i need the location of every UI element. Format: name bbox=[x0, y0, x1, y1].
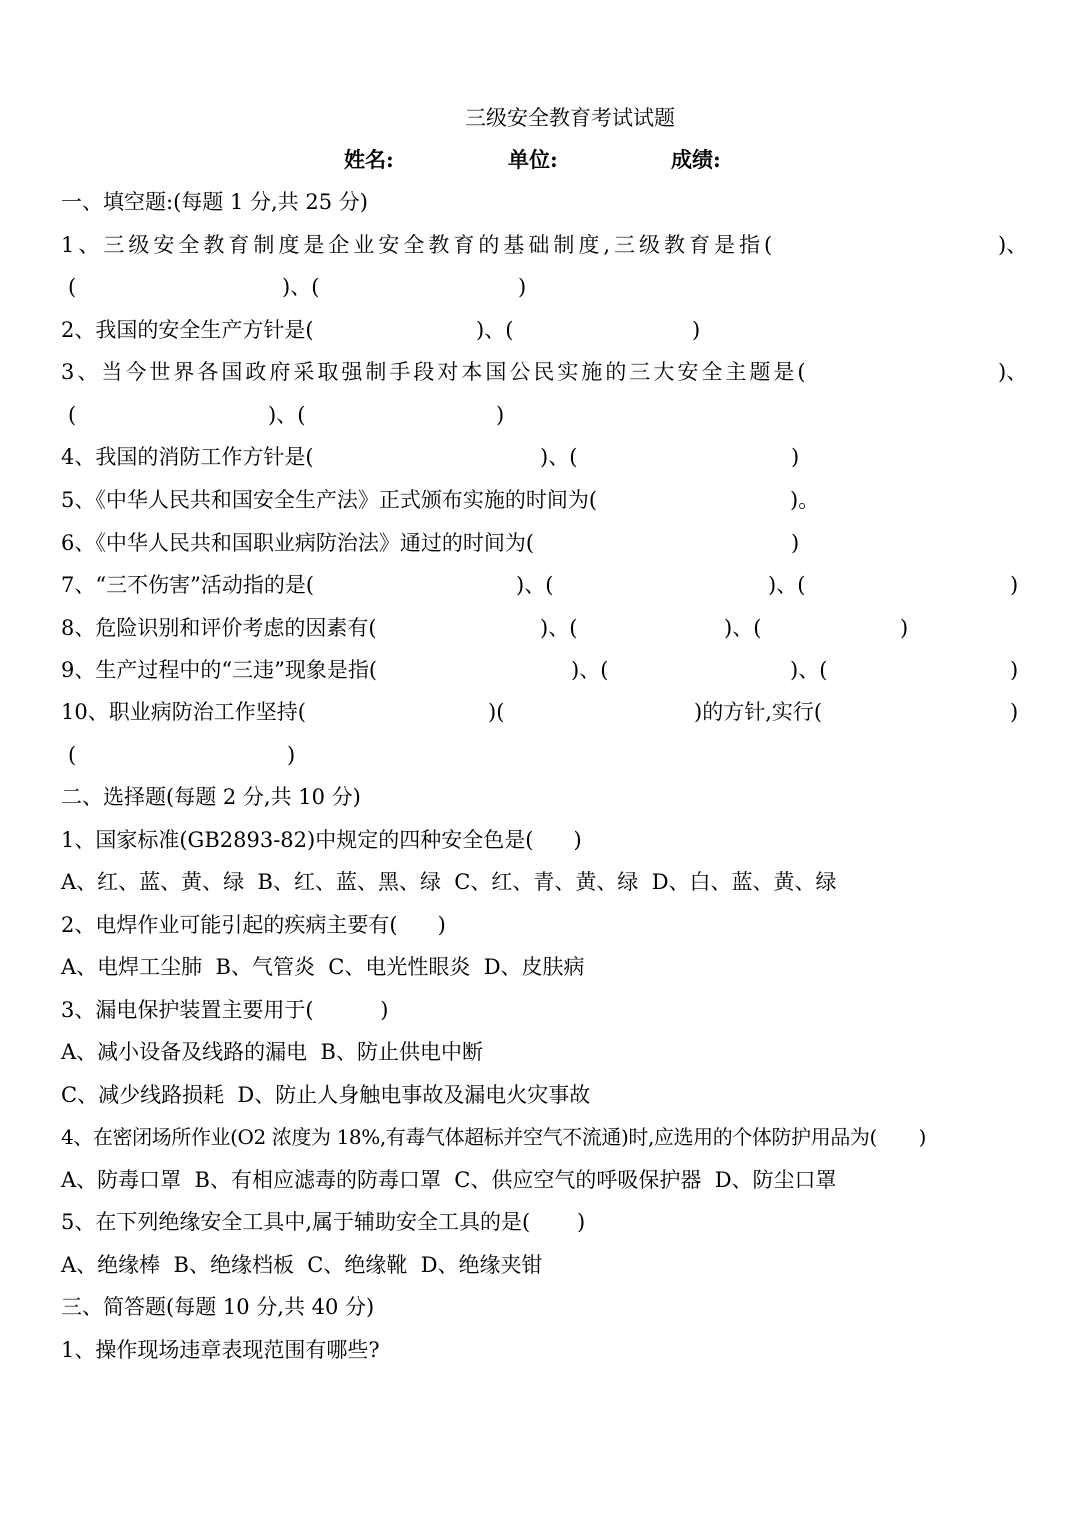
fill-question-8-blank-separator-1: )、( bbox=[540, 616, 578, 640]
score-label: 成绩: bbox=[671, 147, 721, 172]
fill-question-10-blank-close: ) bbox=[1010, 700, 1019, 724]
fill-question-10-blank4-open: ( bbox=[68, 743, 77, 767]
fill-question-10-blank-separator-1: )( bbox=[488, 700, 505, 724]
choice-question-1: 1、国家标准(GB2893-82)中规定的四种安全色是( ) bbox=[61, 828, 582, 852]
choice-question-3-options-b: C、减少线路损耗 D、防止人身触电事故及漏电火灾事故 bbox=[61, 1083, 591, 1107]
short-answer-question-1: 1、操作现场违章表现范围有哪些? bbox=[61, 1338, 380, 1362]
fill-question-7: 7、“三不伤害”活动指的是( bbox=[61, 573, 315, 597]
fill-question-2: 2、我国的安全生产方针是( bbox=[61, 318, 314, 342]
choice-question-4: 4、在密闭场所作业(O2 浓度为 18%,有毒气体超标并空气不流通)时,应选用的个体防护用品为( ) bbox=[61, 1125, 927, 1149]
fill-question-5: 5、《中华人民共和国安全生产法》正式颁布实施的时间为( bbox=[61, 488, 598, 512]
fill-question-4-blank-close: ) bbox=[791, 445, 800, 469]
fill-question-3: 3、当今世界各国政府采取强制手段对本国公民实施的三大安全主题是( bbox=[61, 360, 809, 384]
section1-header: 一、填空题:(每题 1 分,共 25 分) bbox=[61, 190, 368, 214]
choice-question-5: 5、在下列绝缘安全工具中,属于辅助安全工具的是( ) bbox=[61, 1210, 586, 1234]
fill-question-7-blank-close: ) bbox=[1010, 573, 1019, 597]
fill-question-6-blank-close: ) bbox=[791, 531, 800, 555]
fill-question-8-blank-close: ) bbox=[900, 616, 909, 640]
fill-question-9-blank-separator-2: )、( bbox=[790, 658, 828, 682]
fill-question-7-blank-separator-1: )、( bbox=[516, 573, 554, 597]
fill-question-4-blank-separator: )、( bbox=[540, 445, 578, 469]
fill-question-1-blank1-close: )、 bbox=[998, 233, 1028, 257]
choice-question-4-options: A、防毒口罩 B、有相应滤毒的防毒口罩 C、供应空气的呼吸保护器 D、防尘口罩 bbox=[61, 1168, 837, 1192]
choice-question-2: 2、电焊作业可能引起的疾病主要有( ) bbox=[61, 913, 446, 937]
unit-label: 单位: bbox=[508, 147, 558, 172]
fill-question-3-blank3-close: ) bbox=[496, 403, 505, 427]
fill-question-9-blank-separator-1: )、( bbox=[571, 658, 609, 682]
fill-question-4: 4、我国的消防工作方针是( bbox=[61, 445, 314, 469]
fill-question-9: 9、生产过程中的“三违”现象是指( bbox=[61, 658, 378, 682]
choice-question-2-options: A、电焊工尘肺 B、气管炎 C、电光性眼炎 D、皮肤病 bbox=[61, 955, 585, 979]
fill-question-10-blank4-close: ) bbox=[287, 743, 296, 767]
fill-question-5-blank-close: )。 bbox=[790, 488, 820, 512]
fill-question-2-blank-separator: )、( bbox=[476, 318, 514, 342]
fill-question-8: 8、危险识别和评价考虑的因素有( bbox=[61, 616, 377, 640]
section3-header: 三、简答题(每题 10 分,共 40 分) bbox=[61, 1295, 375, 1319]
fill-question-7-blank-separator-2: )、( bbox=[768, 573, 806, 597]
fill-question-8-blank-separator-2: )、( bbox=[724, 616, 762, 640]
section2-header: 二、选择题(每题 2 分,共 10 分) bbox=[61, 785, 361, 809]
name-label: 姓名: bbox=[344, 147, 394, 172]
fill-question-2-blank-close: ) bbox=[692, 318, 701, 342]
fill-question-3-blank2-open: ( bbox=[68, 403, 77, 427]
fill-question-3-blank1-close: )、 bbox=[998, 360, 1028, 384]
exam-title: 三级安全教育考试试题 bbox=[465, 106, 675, 130]
fill-question-10: 10、职业病防治工作坚持( bbox=[61, 700, 306, 724]
fill-question-10-blank-separator-2: )的方针,实行( bbox=[694, 700, 823, 724]
fill-question-6: 6、《中华人民共和国职业病防治法》通过的时间为( bbox=[61, 531, 535, 555]
fill-question-9-blank-close: ) bbox=[1010, 658, 1019, 682]
fill-question-3-blank-separator: )、( bbox=[268, 403, 306, 427]
choice-question-1-options: A、红、蓝、黄、绿 B、红、蓝、黑、绿 C、红、青、黄、绿 D、白、蓝、黄、绿 bbox=[61, 870, 837, 894]
fill-question-1-blank-separator: )、( bbox=[282, 275, 320, 299]
fill-question-1: 1、三级安全教育制度是企业安全教育的基础制度,三级教育是指( bbox=[61, 233, 777, 257]
fill-question-1-blank2-open: ( bbox=[68, 275, 77, 299]
fill-question-1-blank3-close: ) bbox=[518, 275, 527, 299]
choice-question-5-options: A、绝缘棒 B、绝缘档板 C、绝缘靴 D、绝缘夹钳 bbox=[61, 1253, 543, 1277]
choice-question-3: 3、漏电保护装置主要用于( ) bbox=[61, 998, 389, 1022]
choice-question-3-options-a: A、减小设备及线路的漏电 B、防止供电中断 bbox=[61, 1040, 483, 1064]
